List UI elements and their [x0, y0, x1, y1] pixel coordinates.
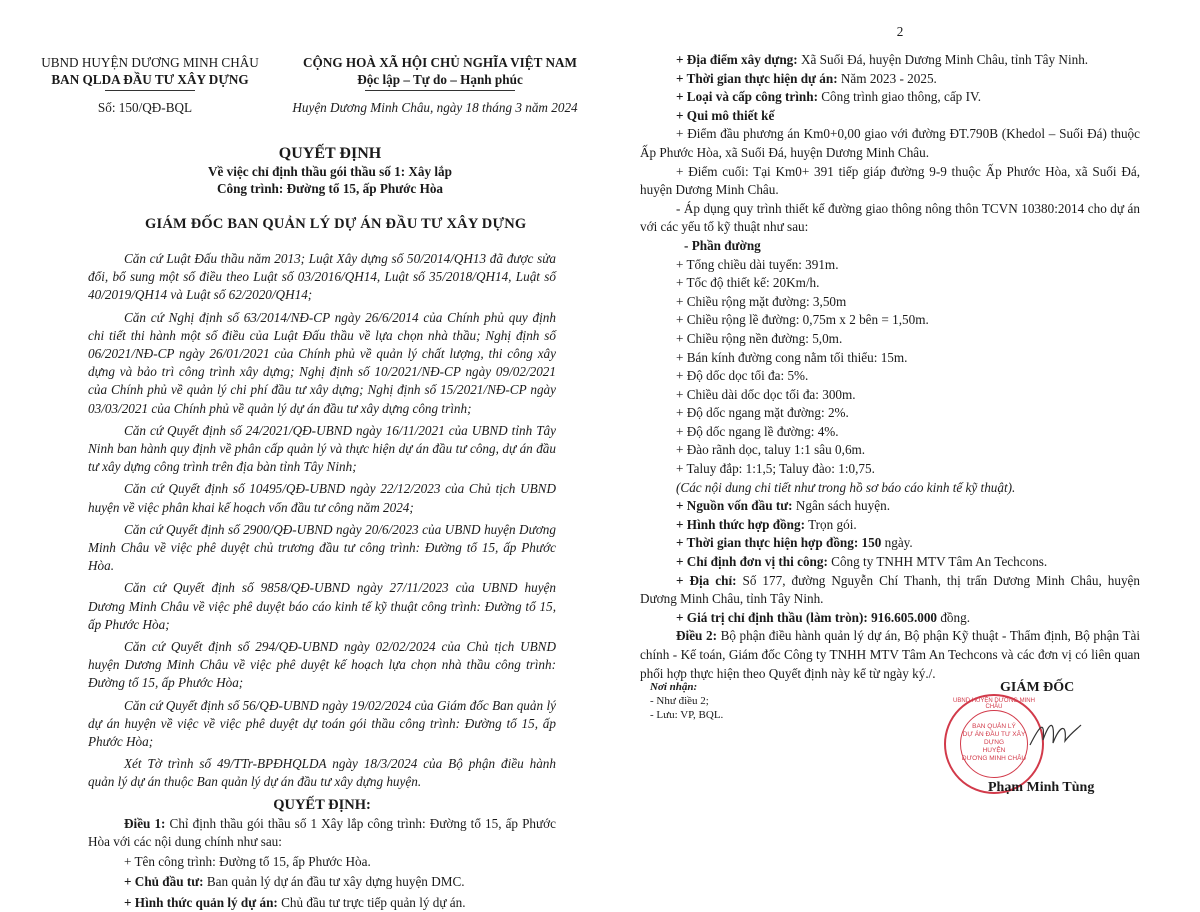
- period-value: Năm 2023 - 2025.: [837, 70, 937, 86]
- divider: [105, 90, 195, 91]
- price-unit: đồng.: [937, 609, 970, 625]
- duration-unit: ngày.: [881, 535, 913, 551]
- location-value: Xã Suối Đá, huyện Dương Minh Châu, tỉnh Tây Ninh.: [797, 52, 1089, 67]
- doc-title: QUYẾT ĐỊNH: [278, 145, 382, 162]
- legal-basis: Xét Tờ trình số 49/TTr-BPĐHQLDA ngày 18/3/2024 của Bộ phận điều hành quản lý dự án thuộc Ban quản lý dự án đầu tư xây dựng huyện.: [88, 756, 556, 790]
- address-label: + Địa chỉ:: [676, 572, 737, 588]
- management-form: [88, 894, 556, 912]
- spec-item: + Tốc độ thiết kế: 20Km/h.: [676, 275, 820, 291]
- issuing-org: [20, 54, 280, 91]
- legal-basis: Căn cứ Quyết định số 2900/QĐ-UBND ngày 20/6/2023 của UBND huyện Dương Minh Châu về việc phê duyệt chủ trương đầu tư công trình: Đường tổ 15, ấp Phước Hòa.: [88, 521, 556, 574]
- spec-item: + Độ dốc dọc tối đa: 5%.: [676, 368, 809, 384]
- scale-label: + Qui mô thiết kế: [676, 107, 775, 123]
- article-2-label: Điều 2:: [676, 628, 717, 644]
- national-motto: [285, 54, 595, 91]
- legal-basis: Căn cứ Luật Đấu thầu năm 2013; Luật Xây dựng số 50/2014/QH13 đã được sửa đổi, bổ sung một số điều theo Luật số 03/2016/QH14, Luật số 35/2018/QH14, Luật số 40/2019/QH14 và Luật số 62/2020/QH14;: [88, 251, 556, 303]
- article-1: [88, 815, 556, 851]
- project-details: [640, 51, 1140, 683]
- legal-basis: Căn cứ Quyết định số 24/2021/QĐ-UBND ngày 16/11/2021 của UBND tỉnh Tây Ninh ban hành quy định về phân cấp quản lý và thực hiện dự án đầu tư công, dự án đầu tư xây dựng công trình trên địa bàn tỉnh Tây Ninh;: [88, 422, 556, 475]
- legal-basis: Căn cứ Quyết định số 294/QĐ-UBND ngày 02/02/2024 của Chủ tịch UBND huyện Dương Minh Châu về việc phê duyệt kế hoạch lựa chọn nhà thầu công trình: Đường tổ 15, ấp Phước Hòa;: [88, 639, 556, 691]
- end-point: + Điểm cuối: Tại Km0+ 391 tiếp giáp đường 9-9 thuộc Ấp Phước Hòa, xã Suối Đá, huyện Dương Minh Châu.: [640, 163, 1140, 198]
- project-name: + Tên công trình: Đường tổ 15, ấp Phước Hòa.: [124, 854, 371, 870]
- decision-heading: QUYẾT ĐỊNH:: [273, 796, 371, 813]
- legal-basis: Căn cứ Quyết định số 9858/QĐ-UBND ngày 27/11/2023 của UBND huyện Dương Minh Châu về việc phê duyệt báo cáo kinh tế kỹ thuật công trình: Đường tổ 15, ấp Phước Hòa;: [88, 580, 556, 632]
- spec-item: + Đào rãnh dọc, taluy 1:1 sâu 0,6m.: [676, 442, 866, 458]
- location-label: + Địa điểm xây dựng:: [676, 52, 798, 67]
- divider: [365, 90, 515, 91]
- stamp-line: BAN QUẢN LÝ: [972, 723, 1016, 730]
- period-label: + Thời gian thực hiện dự án:: [676, 70, 838, 86]
- stamp-center: [960, 710, 1028, 778]
- duration-value: 150: [858, 535, 882, 551]
- duration-label: + Thời gian thực hiện hợp đồng:: [676, 535, 859, 551]
- article-2: [640, 627, 1140, 683]
- spec-item: + Taluy đắp: 1:1,5; Taluy đào: 1:0,75.: [676, 461, 875, 477]
- authority-heading: GIÁM ĐỐC BAN QUẢN LÝ DỰ ÁN ĐẦU TƯ XÂY DỰNG: [145, 216, 527, 232]
- spec-item: + Chiều rộng lề đường: 0,75m x 2 bên = 1,50m.: [676, 312, 929, 328]
- contract-value: Trọn gói.: [805, 516, 857, 532]
- contractor-label: + Chỉ định đơn vị thi công:: [676, 554, 828, 570]
- legal-basis: Căn cứ Quyết định số 10495/QĐ-UBND ngày 22/12/2023 của Chủ tịch UBND huyện về việc phân khai kế hoạch vốn đầu tư công năm 2024;: [88, 481, 556, 515]
- stamp-line: DƯƠNG MINH CHÂU: [961, 755, 1027, 762]
- fund-value: Ngân sách huyện.: [792, 498, 890, 514]
- doc-subtitle-2: Công trình: Đường tổ 15, ấp Phước Hòa: [216, 181, 444, 196]
- org-name-2: BAN QLDA ĐẦU TƯ XÂY DỰNG: [51, 72, 249, 87]
- spec-item: + Độ dốc ngang lề đường: 4%.: [676, 423, 839, 439]
- page-number: 2: [896, 24, 904, 39]
- recipients-label: Nơi nhận:: [650, 681, 698, 693]
- mgmt-value: Chủ đầu tư trực tiếp quản lý dự án.: [277, 894, 466, 910]
- road-section-label: - Phần đường: [684, 237, 761, 253]
- spec-item: + Chiều rộng nền đường: 5,0m.: [676, 330, 843, 346]
- recipient: - Như điều 2;: [650, 695, 709, 707]
- spec-item: + Tổng chiều dài tuyến: 391m.: [676, 256, 839, 272]
- contract-label: + Hình thức hợp đồng:: [676, 516, 806, 532]
- legal-basis: Căn cứ Quyết định số 56/QĐ-UBND ngày 19/02/2024 của Giám đốc Ban quản lý dự án huyện về việc về việc phê duyệt dự toán gói thầu công trình: Đường tổ 15, ấp Phước Hòa;: [88, 697, 556, 750]
- doc-subtitle-1: Về việc chỉ định thầu gói thầu số 1: Xây lắp: [207, 164, 452, 179]
- doc-number: Số: 150/QĐ-BQL: [97, 100, 193, 115]
- mgmt-label: + Hình thức quản lý dự án:: [124, 894, 278, 910]
- place-date: Huyện Dương Minh Châu, ngày 18 tháng 3 năm 2024: [292, 100, 578, 115]
- owner-label: + Chủ đầu tư:: [124, 874, 204, 890]
- stamp-line: DỰ ÁN ĐẦU TƯ XÂY DỰNG: [962, 731, 1026, 746]
- price-label: + Giá trị chỉ định thầu (làm tròn):: [676, 609, 868, 625]
- start-point: + Điểm đầu phương án Km0+0,00 giao với đường ĐT.790B (Khedol – Suối Đá) thuộc Ấp Phước Hòa, xã Suối Đá, huyện Dương Minh Châu.: [640, 126, 1140, 160]
- signature-icon: [1025, 715, 1085, 755]
- article-2-text: Bộ phận điều hành quản lý dự án, Bộ phận Kỹ thuật - Thẩm định, Bộ phận Tài chính - Kế toán, Giám đốc Công ty TNHH MTV Tâm An Techcons và các đơn vị có liên quan phối hợp thực hiện theo Quyết định này kể từ ngày ký./.: [640, 628, 1140, 681]
- doc-title-block: [100, 144, 560, 197]
- type-value: Công trình giao thông, cấp IV.: [817, 89, 982, 105]
- spec-item: + Bán kính đường cong nằm tối thiểu: 15m.: [676, 349, 908, 365]
- recipients: [650, 680, 723, 722]
- spec-item: + Độ dốc ngang mặt đường: 2%.: [676, 405, 849, 421]
- article-1-text: Chỉ định thầu gói thầu số 1 Xây lắp công trình: Đường tổ 15, ấp Phước Hòa với các nội dung chính như sau:: [88, 815, 556, 849]
- design-standard: - Áp dụng quy trình thiết kế đường giao thông nông thôn TCVN 10380:2014 cho dự án với các yếu tố kỹ thuật như sau:: [640, 200, 1140, 235]
- org-name-1: UBND HUYỆN DƯƠNG MINH CHÂU: [41, 55, 259, 70]
- stamp-ring-text: UBND HUYỆN DƯƠNG MINH CHÂU: [953, 698, 1035, 710]
- spec-item: + Chiều dài dốc dọc tối đa: 300m.: [676, 386, 856, 402]
- article-1-label: Điều 1:: [124, 815, 166, 831]
- type-label: + Loại và cấp công trình:: [676, 89, 818, 105]
- fund-label: + Nguồn vốn đầu tư:: [676, 498, 793, 514]
- spec-note: (Các nội dung chi tiết như trong hồ sơ báo cáo kinh tế kỹ thuật).: [676, 479, 1016, 495]
- contractor-value: Công ty TNHH MTV Tâm An Techcons.: [827, 554, 1048, 570]
- spec-item: + Chiều rộng mặt đường: 3,50m: [676, 293, 847, 309]
- owner-value: Ban quản lý dự án đầu tư xây dựng huyện DMC.: [203, 874, 465, 890]
- recipient: - Lưu: VP, BQL.: [650, 709, 724, 721]
- signer-title: GIÁM ĐỐC: [1000, 680, 1075, 695]
- signer-name: Phạm Minh Tùng: [988, 780, 1095, 795]
- price-value: 916.605.000: [867, 609, 938, 625]
- address-value: Số 177, đường Nguyễn Chí Thanh, thị trấn Dương Minh Châu, huyện Dương Minh Châu, tỉnh Tây Ninh.: [640, 572, 1140, 607]
- legal-basis: Căn cứ Nghị định số 63/2014/NĐ-CP ngày 26/6/2014 của Chính phủ quy định chi tiết thi hành một số điều của Luật Đấu thầu về lựa chọn nhà thầu; Nghị định số 06/2021/NĐ-CP ngày 26/01/2021 của Chính phủ về quản lý chất lượng, thi công xây dựng và bảo trì công trình xây dựng; Nghị định số 10/2021/NĐ-CP ngày 09/02/2021 của Chính phủ về quản lý chi phí đầu tư xây dựng; Nghị định số 15/2021/NĐ-CP ngày 03/03/2021 của Chính phủ về quản lý dự án đầu tư xây dựng công trình;: [88, 309, 556, 416]
- stamp-line: HUYỆN: [982, 747, 1006, 754]
- nation-motto: Độc lập – Tự do – Hạnh phúc: [357, 72, 523, 87]
- legal-bases: [88, 250, 556, 912]
- project-owner: [88, 873, 556, 891]
- spec-list: [640, 256, 1140, 498]
- nation-title: CỘNG HOÀ XÃ HỘI CHỦ NGHĨA VIỆT NAM: [303, 55, 577, 70]
